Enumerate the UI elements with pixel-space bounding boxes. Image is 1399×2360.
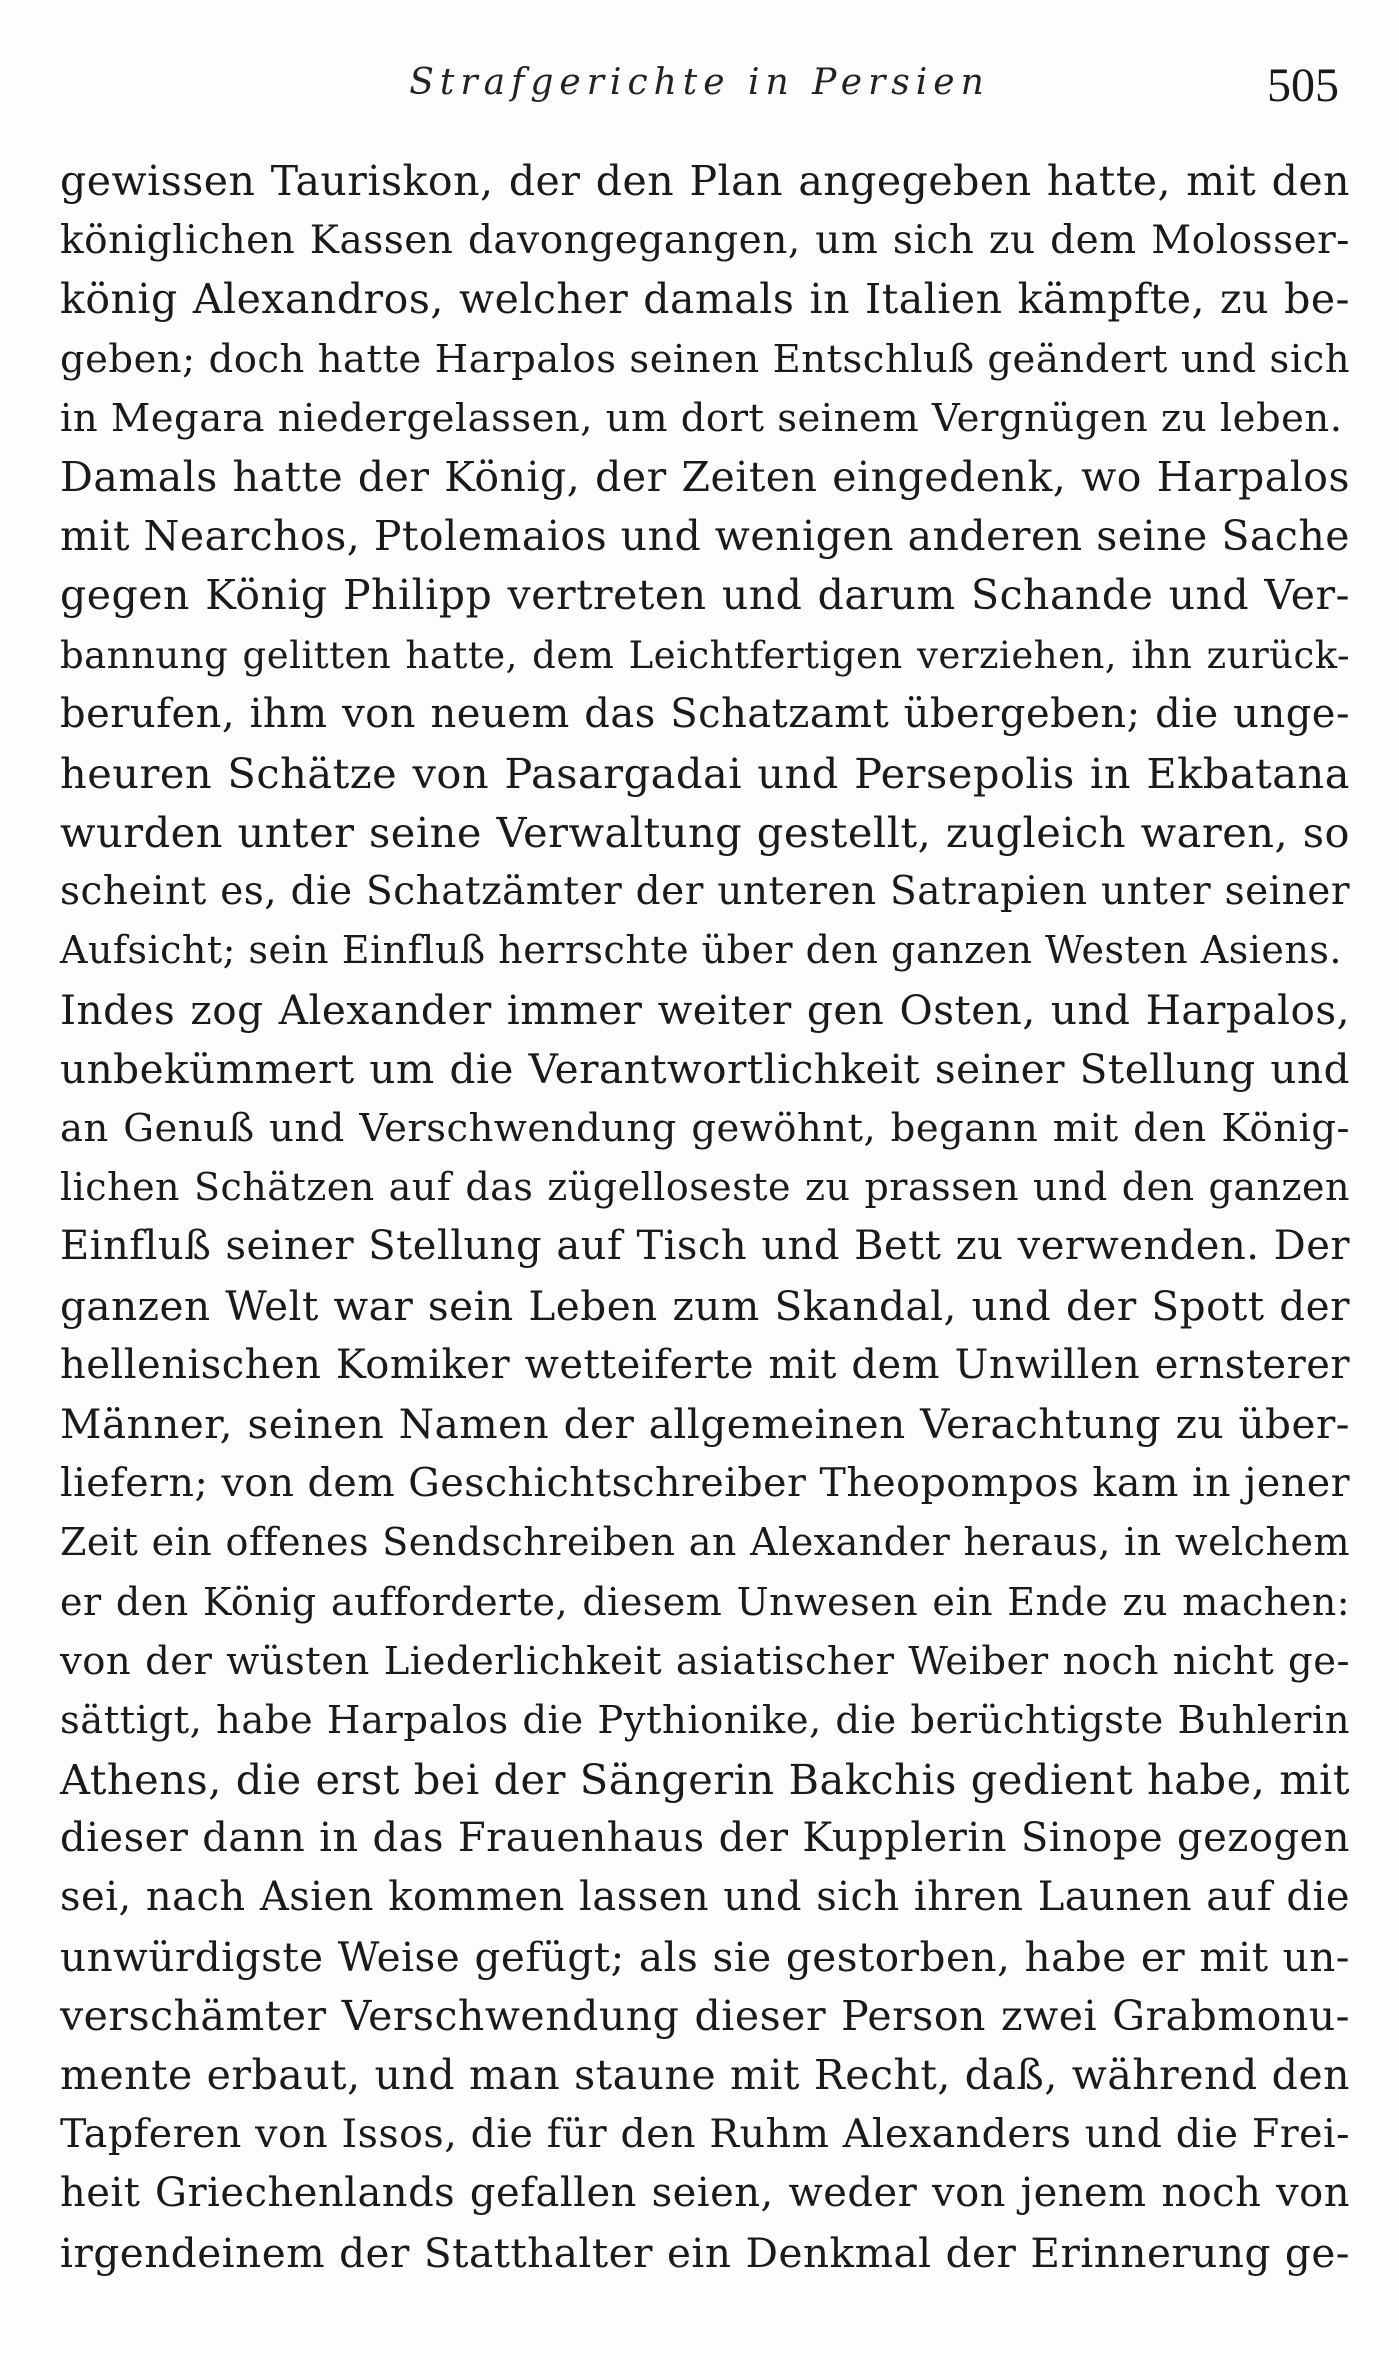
- text-line: unbekümmert um die Verantwortlichkeit seiner Stellung und: [60, 1044, 1350, 1093]
- text-line: Zeit ein offenes Sendschreiben an Alexander heraus, in welchem: [60, 1520, 1350, 1565]
- text-line: von der wüsten Liederlichkeit asiatischer Weiber noch nicht ge-: [60, 1638, 1350, 1684]
- text-line: ganzen Welt war sein Leben zum Skandal, und der Spott der: [60, 1281, 1350, 1330]
- text-line: hellenischen Komiker wetteiferte mit dem Unwillen ernsterer: [60, 1341, 1350, 1388]
- text-line: wurden unter seine Verwaltung gestellt, zugleich waren, so: [60, 808, 1350, 858]
- text-line: heuren Schätze von Pasargadai und Persepolis in Ekbatana: [60, 748, 1350, 798]
- text-line: irgendeinem der Statthalter ein Denkmal der Erinnerung ge-: [60, 2228, 1350, 2277]
- text-line: scheint es, die Schatzämter der unteren Satrapien unter seiner: [60, 869, 1350, 915]
- text-line: geben; doch hatte Harpalos seinen Entschluß geändert und sich: [60, 336, 1350, 382]
- text-line: Athens, die erst bei der Sängerin Bakchis gedient habe, mit: [60, 1755, 1350, 1805]
- text-line: bannung gelitten hatte, dem Leichtfertigen verziehen, ihn zurück-: [60, 633, 1350, 677]
- text-line: königlichen Kassen davongegangen, um sich zu dem Molosser-: [60, 218, 1350, 264]
- running-head: Strafgerichte in Persien: [409, 62, 990, 103]
- text-line: verschämter Verschwendung dieser Person zwei Grabmonu-: [60, 1991, 1350, 2040]
- text-line: dieser dann in das Frauenhaus der Kupplerin Sinope gezogen: [60, 1815, 1350, 1862]
- text-line: sei, nach Asien kommen lassen und sich ihren Launen auf die: [60, 1874, 1350, 1921]
- text-line: Einfluß seiner Stellung auf Tisch und Bett zu verwenden. Der: [60, 1223, 1350, 1270]
- text-line: Männer, seinen Namen der allgemeinen Verachtung zu über-: [60, 1399, 1350, 1448]
- text-line: mente erbaut, und man staune mit Recht, daß, während den: [60, 2051, 1350, 2099]
- text-line: gewissen Tauriskon, der den Plan angegeben hatte, mit den: [60, 157, 1350, 205]
- text-line: könig Alexandros, welcher damals in Italien kämpfte, zu be-: [60, 275, 1350, 324]
- text-line: Tapferen von Issos, die für den Ruhm Alexanders und die Frei-: [60, 2111, 1350, 2158]
- text-line: er den König aufforderte, diesem Unwesen ein Ende zu machen:: [60, 1579, 1350, 1624]
- text-line: heit Griechenlands gefallen seien, weder von jenem noch von: [60, 2170, 1350, 2217]
- text-line: Indes zog Alexander immer weiter gen Osten, und Harpalos,: [60, 985, 1350, 1034]
- text-line: unwürdigste Weise gefügt; als sie gestorben, habe er mit un-: [60, 1932, 1350, 1981]
- body-text: [60, 152, 1350, 2283]
- text-line: berufen, ihm von neuem das Schatzamt übergeben; die unge-: [60, 690, 1350, 737]
- page-number: 505: [1267, 59, 1339, 112]
- text-line: gegen König Philipp vertreten und darum Schande und Ver-: [60, 571, 1350, 620]
- text-line: Aufsicht; sein Einfluß herrschte über den ganzen Westen Asiens.: [60, 928, 1342, 973]
- text-line: Damals hatte der König, der Zeiten eingedenk, wo Harpalos: [60, 452, 1350, 501]
- text-line: an Genuß und Verschwendung gewöhnt, begann mit den König-: [60, 1106, 1350, 1151]
- text-line: sättigt, habe Harpalos die Pythionike, die berüchtigste Buhlerin: [60, 1697, 1350, 1743]
- text-line: mit Nearchos, Ptolemaios und wenigen anderen seine Sache: [60, 512, 1351, 561]
- text-line: in Megara niedergelassen, um dort seinem Vergnügen zu leben.: [60, 395, 1343, 441]
- text-line: lichen Schätzen auf das zügelloseste zu prassen und den ganzen: [60, 1165, 1350, 1210]
- text-line: liefern; von dem Geschichtschreiber Theopompos kam in jener: [60, 1460, 1350, 1507]
